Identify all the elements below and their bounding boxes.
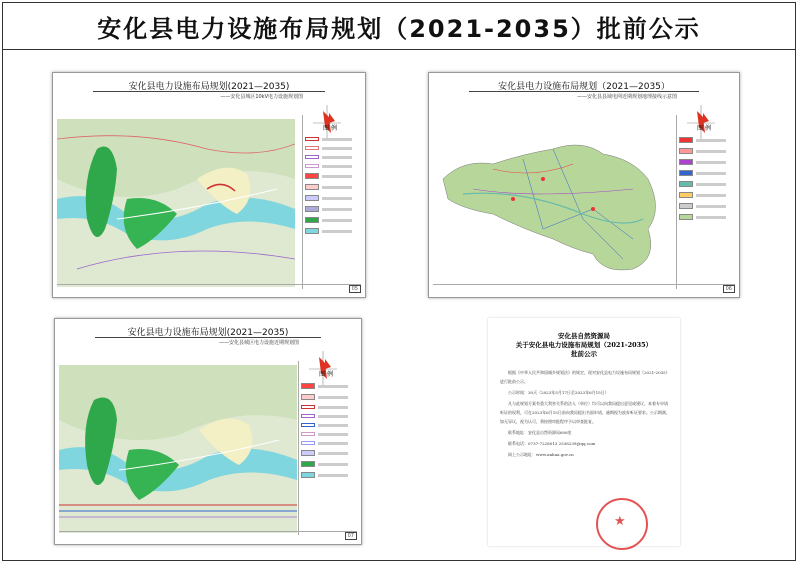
map-subtitle: ——安化县城区10kV电力设施规划图 (220, 94, 303, 100)
notice-heading-2: 批前公示 (571, 350, 597, 358)
page-number: 05 (349, 285, 361, 293)
map-footer (59, 531, 357, 540)
map-panel-1[interactable] (52, 72, 366, 298)
city-map-image (57, 119, 295, 287)
contact-address: 联系地址：安化县自然资源局608室 (508, 430, 572, 435)
divider (95, 337, 321, 338)
divider (93, 91, 325, 92)
map-footer (57, 284, 361, 293)
notice-document[interactable] (488, 318, 680, 546)
notice-paragraph: 凡与此规划方案有重大利害关系的法人（单位）均可以向我局提出意见或建议，本着专申请听证的权利，可在2023年6月15日前向我局提出书面申请，逾期视为放弃听证要求。公示期满，如无异议，视为认可，将按照审批程序予以审查批复。 (500, 401, 670, 424)
page-number: 07 (345, 532, 357, 540)
map-subtitle: ——安化县城区电力设施近期规划图 (218, 340, 299, 346)
map-title: 安化县电力设施布局规划(2021—2035) (127, 328, 289, 338)
map-panel-3[interactable] (54, 318, 362, 545)
legend-title: 图 例 (323, 125, 337, 132)
notice-paragraph: 公示时间：30天（2023年5月17日至2023年6月15日） (508, 390, 609, 395)
map-title: 安化县电力设施布局规划(2021—2035) (128, 82, 290, 92)
map-legend (298, 361, 353, 535)
map-footer (433, 284, 735, 293)
contact-phone: 联系电话：0737-7228013 (508, 441, 558, 446)
notice-heading: 关于安化县电力设施布局规划（2021-2035） (515, 341, 653, 349)
contact-email: 2538239@qq.com (558, 441, 596, 446)
website-link[interactable]: 网上公示地址：www.anhua.gov.cn (508, 452, 574, 457)
page-number: 06 (723, 285, 735, 293)
contact-line (500, 439, 670, 448)
map-legend (302, 115, 357, 289)
legend-title: 图 例 (319, 371, 333, 378)
divider (469, 91, 699, 92)
legend-title: 图 例 (697, 125, 711, 132)
official-seal-icon (596, 498, 648, 550)
page-title: 安化县电力设施布局规划（2021-2035）批前公示 (97, 14, 701, 43)
map-subtitle: ——安化县县域电网近期规划地理接线示意图 (576, 94, 677, 100)
map-panel-2[interactable] (428, 72, 740, 298)
notice-paragraph: 根据《中华人民共和国城乡规划法》的规定，现对安化县电力设施布局规划（2021-2035）进行批前公示。 (500, 370, 670, 384)
notice-body (500, 368, 670, 461)
city-map-image (59, 365, 297, 533)
county-map-image (433, 119, 671, 287)
map-legend (676, 115, 731, 289)
notice-org: 安化县自然资源局 (558, 332, 610, 340)
map-title: 安化县电力设施布局规划（2021—2035） (498, 82, 670, 92)
banner (3, 3, 795, 50)
